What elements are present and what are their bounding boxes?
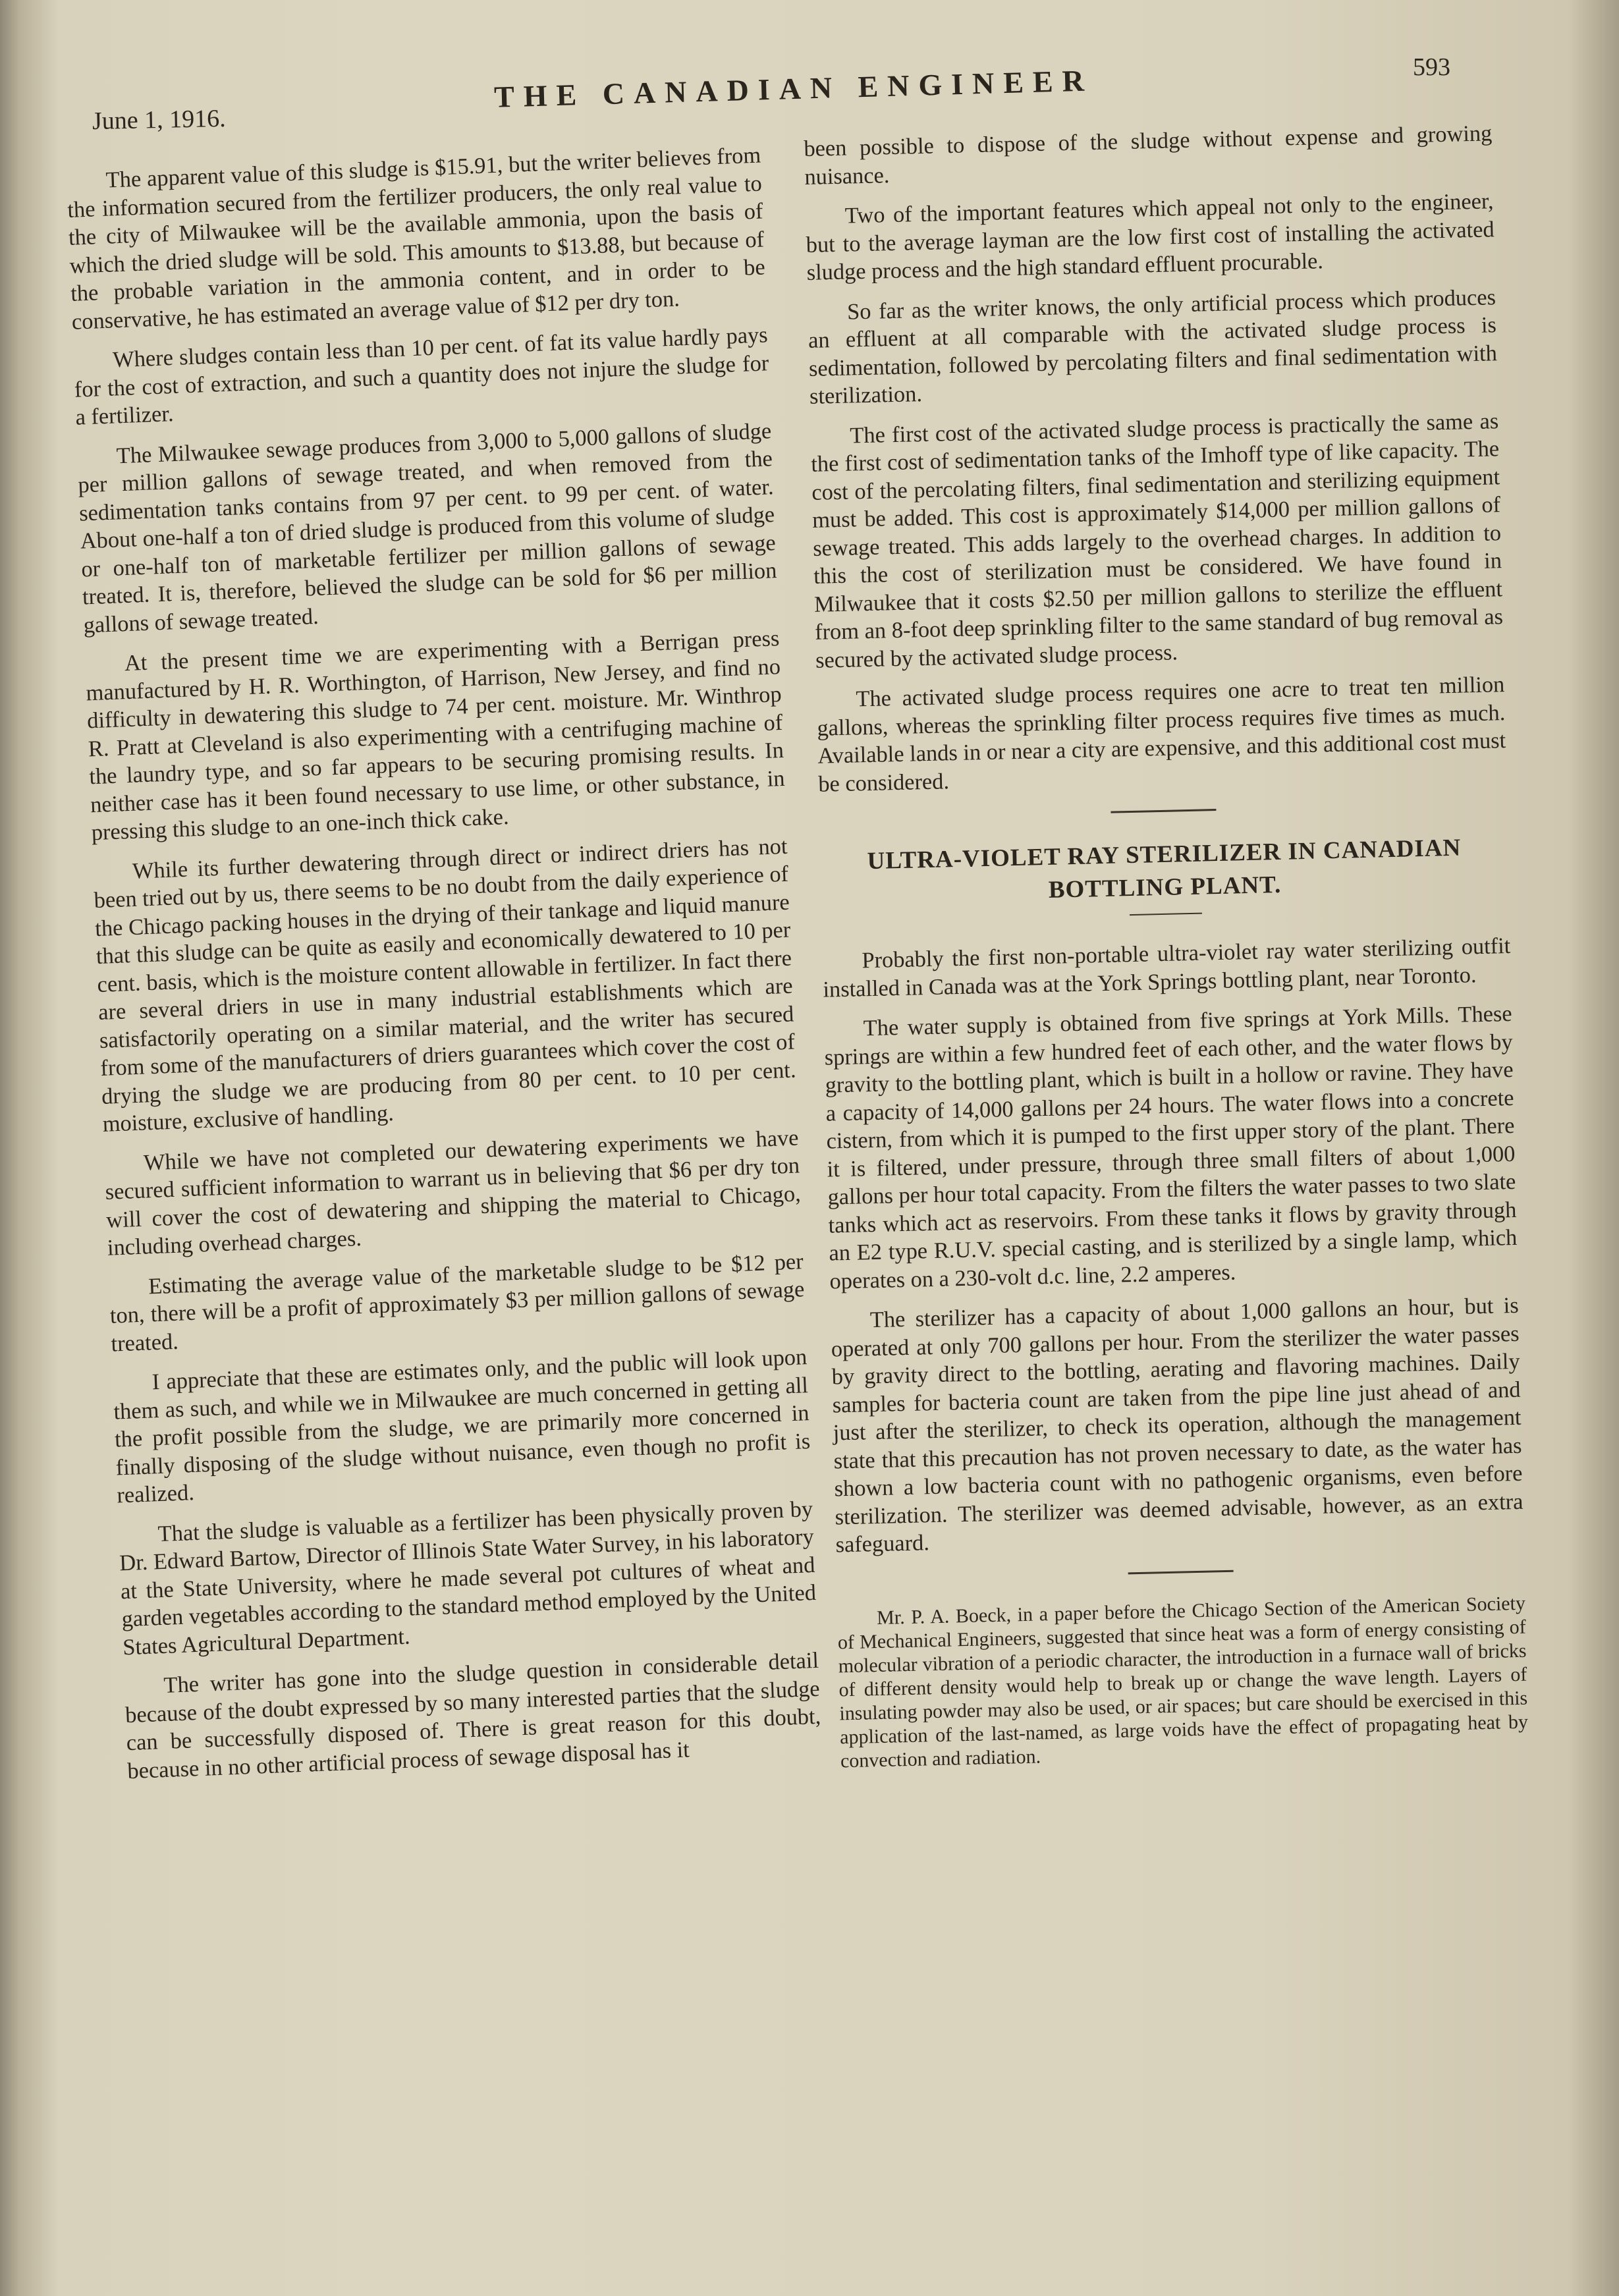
page-number: 593 bbox=[1413, 53, 1450, 81]
note-paragraph: Mr. P. A. Boeck, in a paper before the Chicago Section of the American Society of Mechanical Engineers, suggested that since heat was a form of energy consisting of molecular vibration of a periodic character, the introduction in a furnace wall of bricks of different density would help to break up or change the wave length. Layers of insulating powder may also be used, or air spaces; but care should be exercised in this application of the last-named, as large voids have the effect of propagating heat by convection and radiation. bbox=[837, 1592, 1529, 1772]
page-header bbox=[86, 53, 1495, 136]
paragraph: The writer has gone into the sludge question in considerable detail because of the doubt expressed by so many interested parties that the sludge can be successfully disposed of. There is great reason for this doubt, because in no other artificial process of sewage disposal has it bbox=[124, 1647, 821, 1784]
section-divider bbox=[1111, 809, 1216, 813]
paragraph: Two of the important features which appeal not only to the engineer, but to the average layman are the low first cost of installing the activated sludge process and the high standard effluent procurable. bbox=[806, 188, 1495, 285]
paragraph: The apparent value of this sludge is $15.91, but the writer believes from the information secured from the fertilizer producers, the only real value to the city of Milwaukee will be the available ammonia, upon the basis of which the dried sludge will be sold. This amounts to $13.88, but because of the probable variation in the ammonia content, and in order to be conservative, he has estimated an average value of $12 per dry ton. bbox=[67, 142, 766, 335]
paragraph: The first cost of the activated sludge process is practically the same as the first cost of sedimentation tanks of the Imhoff type of like capacity. The cost of the percolating filters, final sedimentation and sterilizing equipment must be added. This cost is approximately $14,000 per million gallons of sewage treated. This adds largely to the overhead charges. In addition to this the cost of sterilization must be considered. We have found in Milwaukee that it costs $2.50 per million gallons to sterilize the effluent from an 8-foot deep sprinkling filter to the same standard of bug removal as secured by the activated sludge process. bbox=[810, 408, 1504, 673]
paragraph: While we have not completed our dewatering experiments we have secured sufficient information to warrant us in believing that $6 per dry ton will cover the cost of dewatering and shipping the material to Chicago, including overhead charges. bbox=[105, 1124, 802, 1261]
paragraph: While its further dewatering through direct or indirect driers has not been tried out by us, there seems to be no doubt from the daily experience of the Chicago packing houses in the drying of their tankage and liquid manure that this sludge can be quite as easily and economically dewatered to 10 per cent. basis, which is the moisture content allowable in fertilizer. In fact there are several driers in use in many industrial establishments which are satisfactorily operating on a similar material, and the writer has secured from some of the manufacturers of driers guarantees which cover the cost of drying the sludge we are producing from 80 per cent. to 10 per cent. moisture, exclusive of handling. bbox=[93, 833, 797, 1137]
paragraph: That the sludge is valuable as a fertilizer has been physically proven by Dr. Edward Bartow, Director of Illinois State Water Survey, in his laboratory at the State University, where he made several pot cultures of wheat and garden vegetables according to the standard method employed by the United States Agricultural Department. bbox=[119, 1496, 817, 1660]
paragraph: Probably the first non-portable ultra-violet ray water sterilizing outfit installed in Canada was at the York Springs bottling plant, near Toronto. bbox=[823, 933, 1511, 1002]
article-title-line: ULTRA-VIOLET RAY STERILIZER IN CANADIAN bbox=[867, 834, 1462, 875]
paragraph: Estimating the average value of the marketable sludge to be $12 per ton, there will be a profit of approximately $3 per million gallons of sewage treated. bbox=[109, 1248, 805, 1357]
paragraph: The activated sludge process requires one acre to treat ten million gallons, whereas the sprinkling filter process requires five times as much. Available lands in or near a city are expensive, and this additional cost must be considered. bbox=[816, 672, 1506, 797]
paragraph: Where sludges contain less than 10 per cent. of fat its value hardly pays for the cost of extraction, and such a quantity does not injure the sludge for a fertilizer. bbox=[74, 322, 769, 430]
journal-title: THE CANADIAN ENGINEER bbox=[493, 63, 1094, 114]
paragraph: The water supply is obtained from five springs at York Mills. These springs are within a few hundred feet of each other, and the water flows by gravity to the bottling plant, which is built in a hollow or ravine. They have a capacity of 14,000 gallons per 24 hours. The water flows into a concrete cistern, from which it is pumped to the first upper story of the plant. There it is filtered, under pressure, through three small filters of about 1,000 gallons per hour total capacity. From the filters the water passes to two slate tanks which act as reservoirs. From these tanks it flows by gravity through an E2 type R.U.V. special casting, and is sterilized by a single lamp, which operates on a 230-volt d.c. line, 2.2 amperes. bbox=[824, 1000, 1518, 1294]
right-column bbox=[804, 119, 1529, 1785]
paragraph: I appreciate that these are estimates only, and the public will look upon them as such, and while we in Milwaukee are much concerned in getting all the profit possible from the sludge, we are primarily more concerned in finally disposing of the sludge without nuisance, even though no profit is realized. bbox=[113, 1344, 811, 1508]
section-divider bbox=[1128, 1570, 1233, 1574]
note-block bbox=[837, 1591, 1529, 1773]
left-column bbox=[66, 142, 823, 1797]
paragraph: The Milwaukee sewage produces from 3,000 to 5,000 gallons of sludge per million gallons of sewage treated, and when removed from the sedimentation tanks contains from 97 per cent. to 99 per cent. of water. About one-half a ton of dried sludge is produced from this volume of sludge or one-half ton of marketable fertilizer per million gallons of sewage treated. It is, therefore, believed the sludge can be sold for $6 per million gallons of sewage treated. bbox=[77, 418, 777, 638]
article-title-line: BOTTLING PLANT. bbox=[1048, 871, 1282, 904]
paragraph: The sterilizer has a capacity of about 1,000 gallons an hour, but is operated at only 700 gallons per hour. From the sterilizer the water passes by gravity direct to the bottling, aerating and flavoring machines. Daily samples for bacteria count are taken from the pipe line just ahead of and just after the sterilizer, to check its operation, although the management state that this precaution has not proven necessary to date, as the water has shown a low bacteria count with no pathogenic organisms, even before sterilization. The sterilizer was deemed advisable, however, as an extra safeguard. bbox=[831, 1292, 1523, 1558]
article-title bbox=[820, 831, 1510, 912]
paragraph: So far as the writer knows, the only artificial process which produces an effluent at all comparable with the activated sludge process is sedimentation, followed by percolating filters and final sedimentation with sterilization. bbox=[808, 284, 1498, 409]
paragraph: At the present time we are experimenting with a Berrigan press manufactured by H. R. Worthington, of Harrison, New Jersey, and find no difficulty in dewatering this sludge to 74 per cent. moisture. Mr. Winthrop R. Pratt at Cleveland is also experimenting with a centrifuging machine of the laundry type, and so far appears to be securing promising results. In neither case has it been found necessary to use lime, or other substance, in pressing this sludge to an one-inch thick cake. bbox=[85, 625, 786, 846]
issue-date: June 1, 1916. bbox=[92, 104, 227, 136]
paragraph-continuation: been possible to dispose of the sludge without expense and growing nuisance. bbox=[804, 121, 1493, 190]
title-underline bbox=[1129, 913, 1201, 916]
